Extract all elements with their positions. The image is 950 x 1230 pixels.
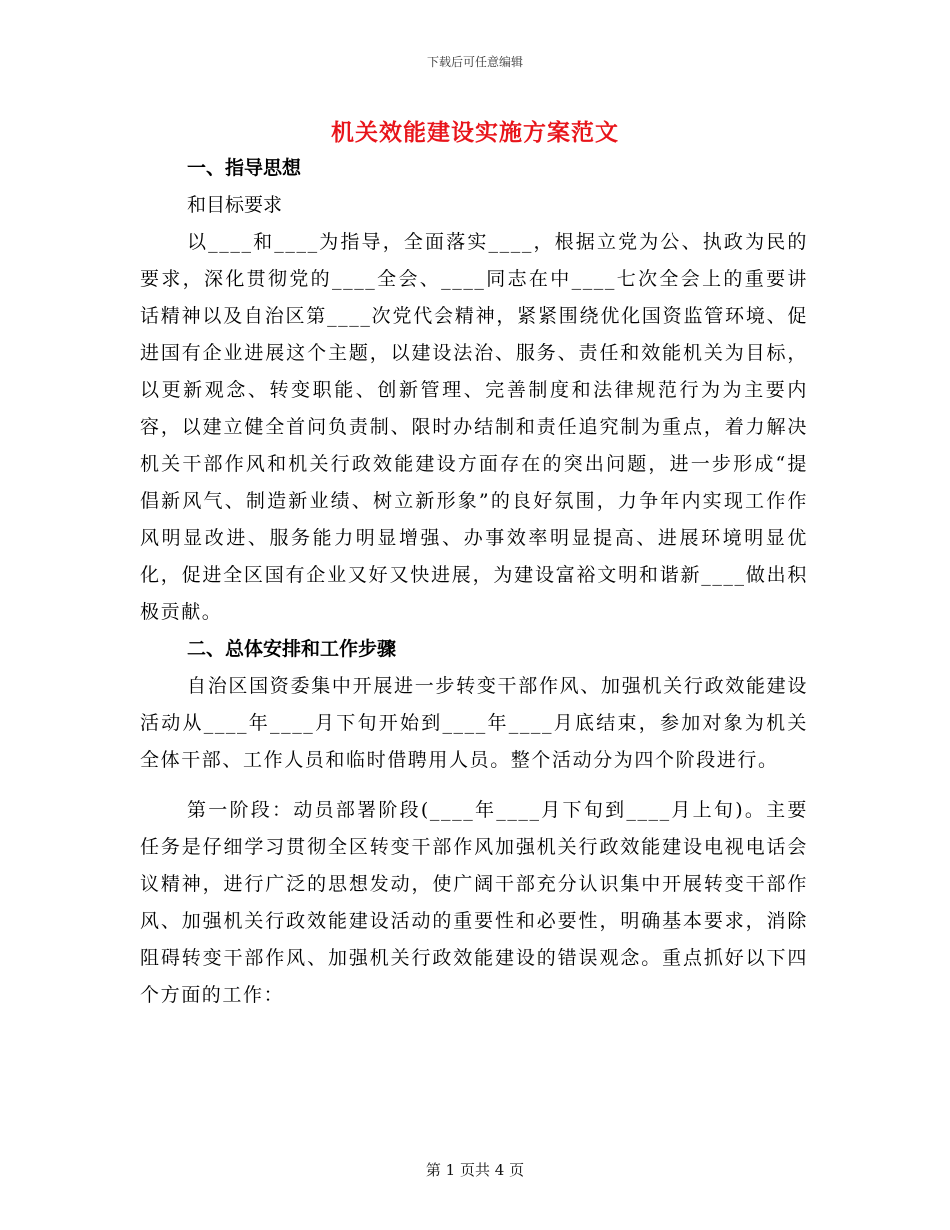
section-heading: 二、总体安排和工作步骤 xyxy=(187,638,397,660)
document-title: 机关效能建设实施方案范文 xyxy=(331,120,619,146)
section-subheading: 和目标要求 xyxy=(187,194,283,216)
body-paragraph: 以____和____为指导，全面落实____，根据立党为公、执政为民的要求，深化贯彻党的____全会、____同志在中____七次全会上的重要讲话精神以及自治区第____次党代会精神，紧紧围绕优化国资监管环境、促进国有企业进展这个主题，以建设法治、服务、责任和效能机关为目标，以更新观念、转变职能、创新管理、完善制度和法律规范行为为主要内容，以建立健全首问负责制、限时办结制和责任追究制为重点，着力解决机关干部作风和机关行政效能建设方面存在的突出问题，进一步形成“提倡新风气、制造新业绩、树立新形象”的良好氛围，力争年内实现工作作风明显改进、服务能力明显增强、办事效率明显提高、进展环境明显优化，促进全区国有企业又好又快进展，为建设富裕文明和谐新____做出积极贡献。 xyxy=(140,231,808,623)
paragraph-spacer xyxy=(140,779,808,792)
page-number-footer: 第 1 页共 4 页 xyxy=(425,1161,525,1179)
header-note: 下载后可任意编辑 xyxy=(426,55,523,69)
section-heading: 一、指导思想 xyxy=(187,157,302,179)
body-paragraph: 第一阶段：动员部署阶段(____年____月下旬到____月上旬)。主要任务是仔细学习贯彻全区转变干部作风加强机关行政效能建设电视电话会议精神，进行广泛的思想发动，使广阔干部充分认识集中开展转变干部作风、加强机关行政效能建设活动的重要性和必要性，明确基本要求，消除阻碍转变干部作风、加强机关行政效能建设的错误观念。重点抓好以下四个方面的工作： xyxy=(140,799,808,1006)
document-body xyxy=(140,150,808,1014)
body-paragraph: 自治区国资委集中开展进一步转变干部作风、加强机关行政效能建设活动从____年____月下旬开始到____年____月底结束，参加对象为机关全体干部、工作人员和临时借聘用人员。整个活动分为四个阶段进行。 xyxy=(140,675,808,771)
